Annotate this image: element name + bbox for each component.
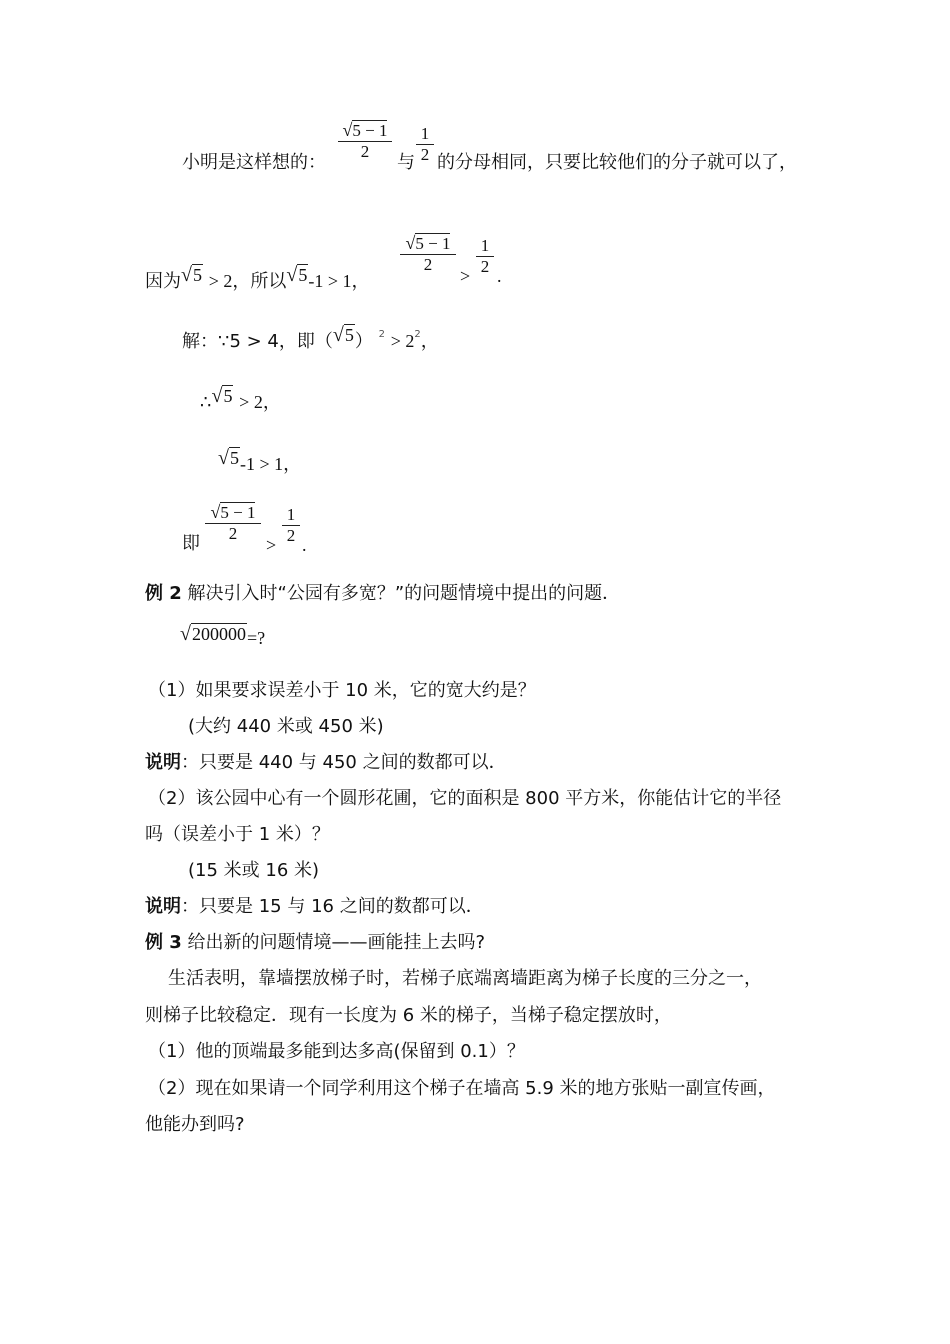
intro-yu: 与 bbox=[397, 152, 415, 173]
solution-line-4-gt: > bbox=[266, 535, 277, 555]
solution-line-3: √5-1 > 1， bbox=[218, 447, 302, 474]
fraction-1-over-2 bbox=[476, 236, 494, 277]
intro-suffix: 的分母相同，只要比较他们的分子就可以了， bbox=[437, 152, 797, 173]
fraction-sqrt5-minus1-over-2 bbox=[338, 120, 392, 162]
fraction-denominator: 2 bbox=[338, 141, 392, 162]
example-text: 解决引入时“公园有多宽？”的问题情境中提出的问题． bbox=[187, 583, 621, 604]
fraction-numerator: 1 bbox=[420, 124, 430, 143]
fraction-1-over-2 bbox=[416, 124, 434, 165]
example-3-question-2-line-2: 他能办到吗? bbox=[145, 1114, 245, 1135]
solution-line-4-prefix: 即 bbox=[182, 533, 200, 554]
fraction-denominator: 2 bbox=[476, 256, 494, 277]
sqrt-5: √5 bbox=[181, 264, 202, 286]
fraction-denominator: 2 bbox=[205, 523, 261, 544]
example-3-question-1: （1）他的顶端最多能到达多高(保留到 0.1）？ bbox=[148, 1041, 525, 1062]
because-end: . bbox=[497, 266, 502, 286]
solution-line-2: ∴√5 > 2， bbox=[200, 385, 281, 413]
example-label: 例 3 bbox=[145, 932, 182, 953]
example-text: 给出新的问题情境——画能挂上去吗? bbox=[187, 932, 486, 953]
sqrt-5: √5 bbox=[218, 447, 239, 469]
sqrt-5: √5 bbox=[286, 264, 308, 286]
fraction-denominator: 2 bbox=[400, 254, 456, 275]
solution-line-1: 解：∵5 > 4，即（√5） $^2 > 2^2$， bbox=[182, 324, 439, 352]
example-2-question-2-line-2: 吗（误差小于 1 米）？ bbox=[145, 824, 330, 845]
example-2-note-1: 说明：只要是 440 与 450 之间的数都可以． bbox=[145, 752, 507, 773]
example-2-heading bbox=[145, 582, 620, 606]
example-2-question-1: （1）如果要求误差小于 10 米，它的宽大约是？ bbox=[148, 680, 536, 701]
fraction-numerator: 1 bbox=[286, 505, 296, 524]
sqrt-200000: √200000 bbox=[180, 623, 246, 645]
example-2-note-2: 说明：只要是 15 与 16 之间的数都可以． bbox=[145, 896, 484, 917]
example-2-answer-2: (15 米或 16 米) bbox=[188, 860, 320, 881]
fraction-numerator: √5 − 1 bbox=[405, 233, 451, 253]
fraction-sqrt5-minus1-over-2 bbox=[205, 502, 261, 544]
solution-line-4-end: . bbox=[302, 535, 307, 555]
example-3-heading bbox=[145, 931, 485, 955]
intro-line bbox=[182, 151, 326, 175]
fraction-denominator: 2 bbox=[416, 144, 434, 165]
sqrt-200000-line: √200000=? bbox=[180, 623, 266, 648]
because-line: 因为√5 > 2，所以√5-1 > 1， bbox=[145, 264, 370, 292]
fraction-sqrt5-minus1-over-2 bbox=[400, 233, 456, 275]
fraction-numerator: √5 − 1 bbox=[342, 120, 388, 140]
example-2-question-2-line-1: （2）该公园中心有一个圆形花圃，它的面积是 800 平方米，你能估计它的半径 bbox=[148, 788, 782, 809]
fraction-denominator: 2 bbox=[282, 525, 300, 546]
example-3-question-2-line-1: （2）现在如果请一个同学利用这个梯子在墙高 5.9 米的地方张贴一副宣传画， bbox=[148, 1078, 776, 1099]
example-3-paragraph-1: 生活表明，靠墙摆放梯子时，若梯子底端离墙距离为梯子长度的三分之一， bbox=[168, 968, 762, 989]
sqrt-5: √5 bbox=[332, 324, 354, 346]
sqrt-5: √5 bbox=[211, 385, 233, 407]
fraction-numerator: 1 bbox=[480, 236, 490, 255]
example-2-answer-1: (大约 440 米或 450 米) bbox=[188, 716, 384, 737]
fraction-numerator: √5 − 1 bbox=[210, 502, 256, 522]
example-label: 例 2 bbox=[145, 583, 182, 604]
because-gt: > bbox=[460, 266, 471, 286]
example-3-paragraph-2: 则梯子比较稳定．现有一长度为 6 米的梯子，当梯子稳定摆放时， bbox=[145, 1005, 672, 1026]
intro-prefix: 小明是这样想的： bbox=[182, 152, 326, 173]
fraction-1-over-2 bbox=[282, 505, 300, 546]
